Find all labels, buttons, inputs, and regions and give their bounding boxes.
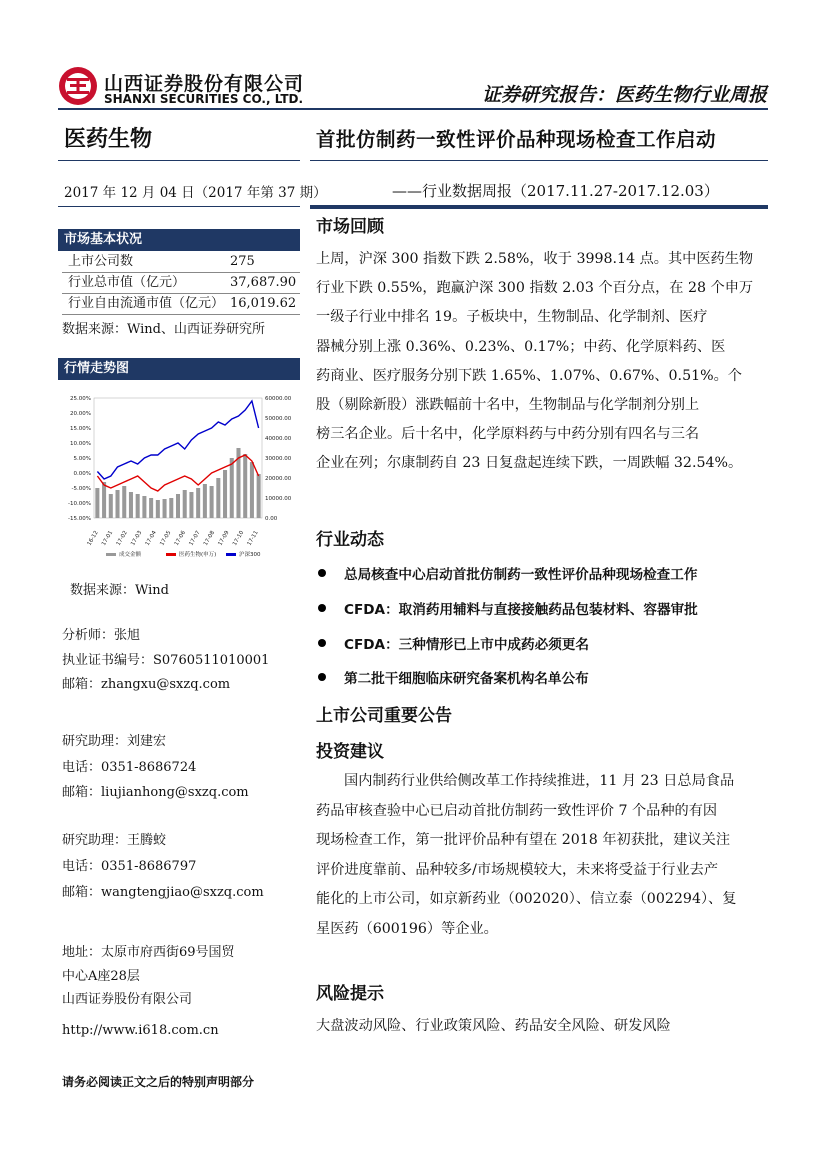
- x-axis-tick: 17-10: [231, 530, 246, 547]
- table-row: [62, 252, 300, 273]
- assistant-phone: 电话：0351-8686724: [62, 759, 197, 775]
- trend-chart-svg: [58, 386, 300, 570]
- volume-bar: [149, 498, 153, 518]
- volume-bar: [243, 454, 247, 518]
- market-review-heading: 市场回顾: [316, 217, 384, 237]
- right-axis-tick: 10000.00: [265, 496, 292, 502]
- right-axis-tick: 0.00: [265, 516, 278, 522]
- paragraph-line: 榜三名企业。后十名中，化学原料药与中药分别有四名与三名: [316, 426, 700, 443]
- volume-bar: [102, 482, 106, 518]
- paragraph-line: 企业在列；尔康制药自 23 日复盘起连续下跌，一周跌幅 32.54%。: [316, 455, 743, 472]
- logo-icon: [58, 66, 98, 106]
- website-link[interactable]: http://www.i618.com.cn: [62, 1023, 219, 1038]
- bullet-icon: [318, 569, 326, 577]
- title-rule-left: [58, 160, 300, 161]
- row-value: 37,687.90: [230, 275, 297, 290]
- news-item: 总局核查中心启动首批仿制药一致性评价品种现场检查工作: [344, 567, 698, 583]
- news-item: CFDA：三种情形已上市中成药必须更名: [344, 637, 589, 653]
- paragraph-line: 行业下跌 0.55%，跑赢沪深 300 指数 2.03 个百分点，在 28 个申万: [316, 280, 754, 297]
- legend-swatch: [106, 553, 116, 556]
- volume-bar: [250, 462, 254, 518]
- volume-bar: [142, 496, 146, 518]
- assistant-block-2: [62, 828, 264, 906]
- series-line: [97, 455, 258, 491]
- left-axis-tick: 15.00%: [70, 426, 91, 432]
- volume-bar: [116, 490, 120, 518]
- row-value: 16,019.62: [230, 296, 297, 311]
- assistant-email: 邮箱：liujianhong@sxzq.com: [62, 785, 249, 800]
- x-axis-tick: 17-08: [202, 530, 217, 547]
- volume-bar: [210, 486, 214, 518]
- volume-bar: [109, 494, 113, 518]
- left-axis-tick: 5.00%: [73, 456, 91, 462]
- x-axis-tick: 17-02: [115, 530, 129, 547]
- company-notice-heading: 上市公司重要公告: [316, 706, 452, 726]
- market-basic-source: 数据来源：Wind、山西证券研究所: [62, 322, 265, 337]
- volume-bar: [230, 458, 234, 518]
- bullet-icon: [318, 673, 326, 681]
- sector-name: 医药生物: [64, 126, 153, 152]
- paragraph-line: 股（剔除新股）涨跌幅前十名中，生物制品与化学制剂分别上: [316, 397, 700, 414]
- investment-heading: 投资建议: [316, 742, 384, 762]
- header-rule: [58, 108, 768, 110]
- volume-bar: [156, 500, 160, 518]
- legend-label: 医药生物(申万): [179, 552, 217, 558]
- report-type: 证券研究报告：医药生物行业周报: [481, 84, 767, 106]
- volume-bar: [203, 484, 207, 518]
- series-line: [97, 401, 258, 479]
- x-axis-tick: 17-11: [246, 530, 260, 547]
- assistant-name: 研究助理：王腾蛟: [62, 833, 167, 848]
- news-item: 第二批干细胞临床研究备案机构名单公布: [344, 671, 589, 687]
- x-axis-tick: 17-06: [173, 530, 188, 547]
- left-axis-tick: -5.00%: [71, 486, 91, 492]
- volume-bar: [169, 498, 173, 518]
- left-axis-tick: 10.00%: [70, 441, 91, 447]
- paragraph-line: 器械分别上涨 0.36%、0.23%、0.17%；中药、化学原料药、医: [316, 338, 726, 355]
- legend-label: 沪深300: [239, 552, 261, 558]
- x-axis-tick: 17-05: [159, 530, 173, 547]
- right-axis-tick: 20000.00: [265, 476, 292, 482]
- x-axis-tick: 17-01: [101, 530, 115, 547]
- x-axis-tick: 16-12: [86, 530, 100, 547]
- analyst-name: 分析师：张旭: [62, 628, 141, 643]
- x-axis-tick: 17-04: [144, 530, 158, 547]
- left-col-rule: [58, 206, 300, 207]
- market-review-body: [316, 245, 770, 479]
- risk-text: 大盘波动风险、行业政策风险、药品安全风险、研发风险: [316, 1018, 671, 1034]
- volume-bar: [196, 488, 200, 518]
- analyst-cert: 执业证书编号：S0760511010001: [62, 652, 270, 668]
- industry-news-heading: 行业动态: [316, 530, 384, 550]
- volume-bar: [136, 494, 140, 518]
- risk-heading: 风险提示: [316, 984, 384, 1004]
- assistant-email: 邮箱：wangtengjiao@sxzq.com: [62, 885, 264, 900]
- row-label: 上市公司数: [68, 254, 134, 269]
- volume-bar: [176, 494, 180, 518]
- volume-bar: [189, 492, 193, 518]
- analyst-email: 邮箱：zhangxu@sxzq.com: [62, 677, 231, 692]
- bullet-icon: [318, 604, 326, 612]
- volume-bar: [95, 488, 99, 518]
- assistant-phone: 电话：0351-8686797: [62, 859, 197, 874]
- company-name-cn: 山西证券股份有限公司: [104, 73, 305, 95]
- analyst-block: [62, 624, 269, 698]
- footer-note: 请务必阅读正文之后的特别声明部分: [62, 1075, 255, 1089]
- date-line: 2017 年 12 月 04 日（2017 年第 37 期）: [64, 185, 327, 201]
- assistant-block-1: [62, 729, 249, 806]
- legend-swatch: [166, 553, 176, 556]
- table-row: [62, 273, 300, 294]
- volume-bar: [183, 490, 187, 518]
- left-axis-tick: -15.00%: [68, 516, 91, 522]
- trend-heading: 行情走势图: [58, 358, 300, 380]
- paragraph-line: 一级子行业中排名 19。子板块中，生物制品、化学制剂、医疗: [316, 309, 708, 326]
- volume-bar: [163, 499, 167, 518]
- paragraph-line: 药商业、医疗服务分别下跌 1.65%、1.07%、0.67%、0.51%。个: [316, 367, 742, 384]
- trend-source: 数据来源：Wind: [70, 583, 169, 598]
- paragraph-line: 现场检查工作，第一批评价品种有望在 2018 年初获批，建议关注: [316, 832, 731, 849]
- news-item: CFDA：取消药用辅料与直接接触药品包装材料、容器审批: [344, 602, 698, 618]
- paragraph-line: 评价进度靠前、品种较多/市场规模较大，未来将受益于行业去产: [316, 861, 719, 878]
- right-axis-tick: 30000.00: [265, 456, 292, 462]
- paragraph-line: 能化的上市公司，如京新药业（002020）、信立泰（002294）、复: [316, 891, 737, 908]
- address-block: [62, 941, 235, 1012]
- left-axis-tick: 20.00%: [70, 411, 91, 417]
- right-axis-tick: 50000.00: [265, 416, 292, 422]
- row-label: 行业自由流通市值（亿元）: [68, 296, 225, 311]
- volume-bar: [216, 478, 220, 518]
- right-axis-tick: 40000.00: [265, 436, 292, 442]
- assistant-name: 研究助理：刘建宏: [62, 734, 167, 749]
- report-subtitle: ——行业数据周报（2017.11.27-2017.12.03）: [392, 182, 719, 200]
- volume-bar: [223, 470, 227, 518]
- legend-swatch: [226, 553, 236, 556]
- x-axis-tick: 17-09: [217, 530, 231, 547]
- table-row: [62, 294, 300, 315]
- x-axis-tick: 17-03: [130, 530, 144, 547]
- company-logo: [58, 66, 98, 106]
- right-axis-tick: 60000.00: [265, 396, 292, 402]
- market-basic-heading: 市场基本状况: [58, 229, 300, 251]
- row-value: 275: [230, 254, 255, 269]
- address-line: 中心A座28层: [62, 968, 140, 984]
- subtitle-rule: [310, 205, 768, 209]
- volume-bar: [257, 474, 261, 518]
- bullet-icon: [318, 639, 326, 647]
- legend-label: 成交金额: [119, 552, 142, 558]
- address-line: 山西证券股份有限公司: [62, 992, 193, 1007]
- left-axis-tick: 25.00%: [70, 396, 91, 402]
- volume-bar: [122, 486, 126, 518]
- paragraph-line: 药品审核查验中心已启动首批仿制药一致性评价 7 个品种的有因: [316, 802, 718, 819]
- company-name-en: SHANXI SECURITIES CO., LTD.: [104, 92, 304, 106]
- paragraph-line: 上周，沪深 300 指数下跌 2.58%，收于 3998.14 点。其中医药生物: [316, 251, 754, 267]
- report-title: 首批仿制药一致性评价品种现场检查工作启动: [316, 128, 717, 151]
- left-axis-tick: -10.00%: [68, 501, 91, 507]
- trend-chart: [58, 386, 300, 570]
- paragraph-line: 星医药（600196）等企业。: [316, 920, 498, 937]
- paragraph-line: 国内制药行业供给侧改革工作持续推进，11 月 23 日总局食品: [344, 773, 735, 789]
- investment-body: [316, 767, 770, 945]
- address-line: 地址：太原市府西街69号国贸: [62, 945, 235, 960]
- title-rule-right: [310, 160, 768, 161]
- row-label: 行业总市值（亿元）: [68, 275, 186, 290]
- x-axis-tick: 17-07: [188, 530, 202, 547]
- left-axis-tick: 0.00%: [73, 471, 91, 477]
- volume-bar: [129, 492, 133, 518]
